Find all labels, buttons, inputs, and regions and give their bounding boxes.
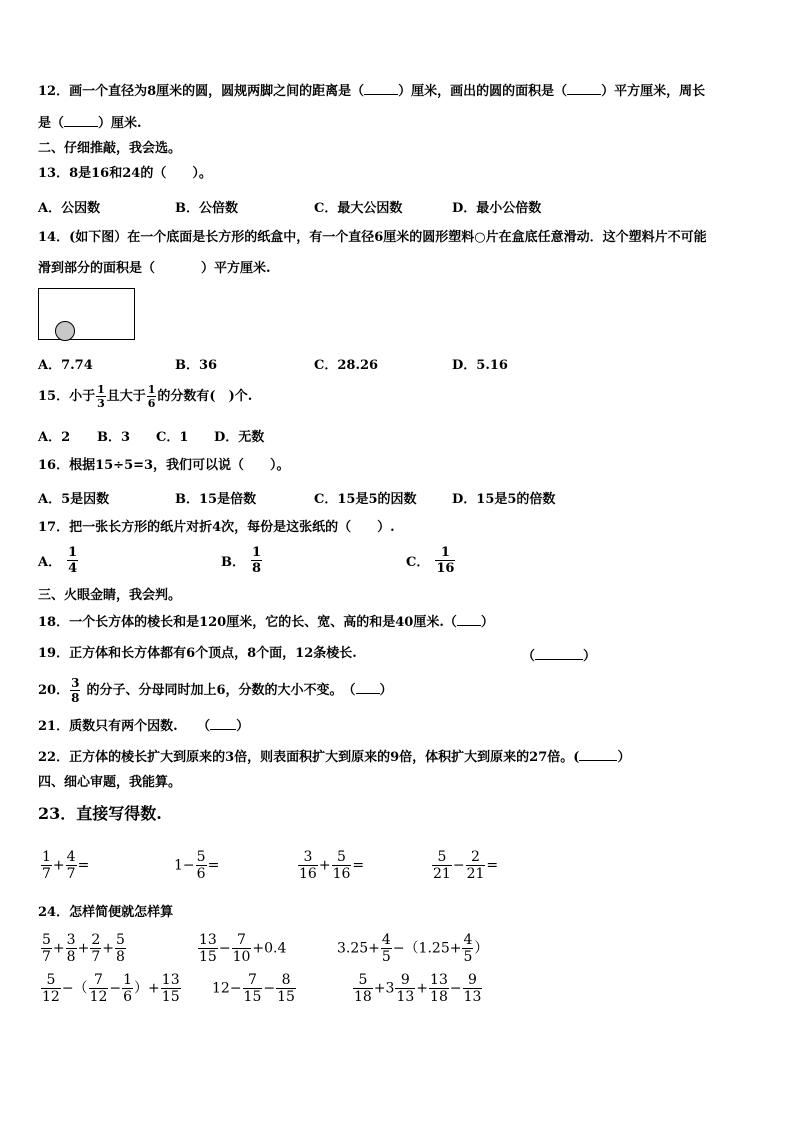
numerator: 1 bbox=[68, 545, 78, 560]
fraction bbox=[353, 973, 373, 1004]
operator: +0.4 bbox=[252, 940, 287, 957]
operator: − bbox=[449, 980, 462, 997]
q15-option-b[interactable]: B．3 bbox=[97, 430, 131, 445]
operator: ）+ bbox=[134, 980, 160, 997]
operator: −（1.25+ bbox=[392, 940, 462, 957]
answer-blank[interactable] bbox=[64, 114, 98, 127]
q13-option-d[interactable]: D．最小公倍数 bbox=[452, 201, 542, 216]
q17-option-b[interactable]: B． $\frac{1}{8}$ bbox=[221, 545, 262, 576]
fraction bbox=[41, 973, 61, 1004]
answer-blank[interactable] bbox=[356, 681, 380, 694]
fraction bbox=[41, 933, 52, 964]
fraction bbox=[395, 973, 415, 1004]
denominator: 18 bbox=[430, 989, 448, 1005]
operator: − bbox=[109, 980, 122, 997]
denominator: 10 bbox=[232, 949, 251, 965]
box-diagram bbox=[38, 288, 135, 340]
fraction bbox=[66, 933, 77, 964]
numerator: 2 bbox=[91, 932, 101, 948]
plastic-disc-icon bbox=[55, 321, 75, 341]
q17-option-a[interactable]: A． $\frac{1}{4}$ bbox=[38, 545, 78, 576]
q24-expression-2 bbox=[197, 933, 286, 964]
numerator: 9 bbox=[395, 973, 415, 989]
q23-expression-4 bbox=[431, 850, 498, 881]
denominator: 5 bbox=[381, 949, 391, 965]
numerator: 3 bbox=[298, 850, 318, 866]
q12-line2: 是（ ）厘米. bbox=[38, 116, 142, 131]
q23-expression-2 bbox=[174, 850, 219, 881]
operator: = bbox=[352, 857, 365, 874]
numerator: 1 bbox=[147, 383, 156, 396]
q24-expression-3 bbox=[337, 933, 488, 964]
numerator: 13 bbox=[199, 932, 217, 948]
q13-stem: 13．8是16和24的（ ）。 bbox=[38, 166, 212, 181]
q15-option-d[interactable]: D．无数 bbox=[214, 430, 265, 445]
numerator: 13 bbox=[430, 972, 448, 988]
denominator: 6 bbox=[123, 989, 133, 1005]
fraction bbox=[429, 973, 449, 1004]
operator: ） bbox=[474, 940, 489, 957]
denominator: 21 bbox=[433, 866, 451, 882]
fraction bbox=[298, 850, 318, 881]
denominator: 16 bbox=[299, 866, 317, 882]
answer-blank[interactable] bbox=[535, 647, 583, 660]
denominator: 15 bbox=[199, 949, 217, 965]
q23-stem: 23．直接写得数. bbox=[38, 804, 162, 823]
denominator: 5 bbox=[463, 949, 473, 965]
fraction bbox=[41, 850, 52, 881]
operator: 3.25+ bbox=[337, 940, 380, 957]
denominator: 13 bbox=[463, 989, 482, 1005]
fraction bbox=[332, 850, 352, 881]
numerator: 1 bbox=[42, 849, 51, 865]
section-heading-4: 四、细心审题，我能算。 bbox=[38, 775, 182, 790]
q14-option-b[interactable]: B．36 bbox=[175, 358, 218, 373]
numerator: 13 bbox=[161, 972, 180, 988]
q15-stem: 15．小于 $\frac{1}{3}$ 且大于 $\frac{1}{6}$ 的分数有( )个. bbox=[38, 383, 253, 410]
q14-option-d[interactable]: D．5.16 bbox=[452, 358, 508, 373]
fraction bbox=[232, 933, 252, 964]
denominator: 8 bbox=[71, 691, 80, 705]
numerator: 5 bbox=[196, 849, 206, 865]
q16-option-b[interactable]: B．15是倍数 bbox=[175, 492, 257, 507]
denominator: 18 bbox=[354, 989, 372, 1005]
numerator: 4 bbox=[463, 932, 473, 948]
operator: +3 bbox=[373, 980, 395, 997]
numerator: 5 bbox=[432, 850, 452, 866]
operator: + bbox=[102, 940, 114, 957]
numerator: 2 bbox=[466, 850, 486, 866]
fraction bbox=[251, 546, 262, 575]
fraction bbox=[70, 677, 80, 704]
operator: + bbox=[77, 940, 90, 957]
operator: − bbox=[218, 940, 231, 957]
q23-expression-1 bbox=[40, 850, 89, 881]
numerator: 7 bbox=[232, 933, 252, 949]
q17-option-c[interactable]: C． $\frac{1}{16}$ bbox=[406, 545, 455, 576]
q20: 20． $\frac{3}{8}$ 的分子、分母同时加上6，分数的大小不变。 （ ） bbox=[38, 676, 393, 705]
denominator: 21 bbox=[466, 866, 485, 882]
denominator: 12 bbox=[89, 989, 108, 1005]
numerator: 1 bbox=[123, 972, 133, 988]
denominator: 4 bbox=[68, 561, 78, 576]
q24-expression-6 bbox=[352, 973, 483, 1004]
q19-answer: （ ） bbox=[522, 649, 597, 664]
operator: + bbox=[52, 857, 65, 874]
q23-expression-3 bbox=[297, 850, 364, 881]
q22: 22．正方体的棱长扩大到原来的3倍，则表面积扩大到原来的9倍，体积扩大到原来的27倍。( ） bbox=[38, 750, 631, 765]
numerator: 3 bbox=[71, 676, 80, 690]
q21: 21．质数只有两个因数. （ ） bbox=[38, 719, 250, 734]
denominator: 12 bbox=[42, 989, 60, 1005]
operator: + bbox=[52, 940, 65, 957]
q15-option-c[interactable]: C．1 bbox=[156, 430, 189, 445]
operator: + bbox=[318, 857, 331, 874]
fraction bbox=[243, 973, 263, 1004]
q14-option-a[interactable]: A．7.74 bbox=[38, 358, 93, 373]
operator: + bbox=[416, 980, 429, 997]
numerator: 1 bbox=[252, 545, 262, 560]
denominator: 13 bbox=[396, 989, 415, 1005]
fraction bbox=[432, 850, 452, 881]
denominator: 15 bbox=[243, 989, 262, 1005]
numerator: 5 bbox=[353, 973, 373, 989]
denominator: 8 bbox=[66, 949, 76, 965]
fraction bbox=[435, 546, 455, 575]
q13-option-c[interactable]: C．最大公因数 bbox=[314, 201, 403, 216]
denominator: 7 bbox=[42, 949, 51, 965]
denominator: 8 bbox=[252, 561, 262, 576]
numerator: 4 bbox=[66, 849, 76, 865]
denominator: 7 bbox=[42, 866, 51, 882]
numerator: 4 bbox=[381, 932, 391, 948]
numerator: 1 bbox=[97, 383, 105, 396]
denominator: 7 bbox=[66, 866, 76, 882]
denominator: 15 bbox=[277, 989, 295, 1005]
numerator: 3 bbox=[66, 932, 76, 948]
q15-option-a[interactable]: A．2 bbox=[38, 430, 71, 445]
operator: 12− bbox=[212, 980, 242, 997]
fraction bbox=[90, 933, 101, 964]
fraction bbox=[147, 384, 157, 409]
q14-option-c[interactable]: C．28.26 bbox=[314, 358, 379, 373]
operator: = bbox=[207, 857, 220, 874]
denominator: 15 bbox=[161, 989, 180, 1005]
numerator: 5 bbox=[42, 932, 51, 948]
numerator: 9 bbox=[463, 973, 483, 989]
q13-option-b[interactable]: B．公倍数 bbox=[175, 201, 238, 216]
numerator: 8 bbox=[276, 973, 296, 989]
fraction bbox=[196, 850, 207, 881]
answer-blank[interactable] bbox=[210, 717, 236, 730]
numerator: 5 bbox=[332, 850, 352, 866]
fraction bbox=[96, 384, 106, 409]
operator: − bbox=[452, 857, 465, 874]
fraction bbox=[67, 546, 78, 575]
denominator: 6 bbox=[196, 866, 206, 882]
denominator: 16 bbox=[332, 866, 351, 882]
q13-option-a[interactable]: A．公因数 bbox=[38, 201, 101, 216]
answer-blank[interactable] bbox=[567, 82, 601, 95]
answer-blank[interactable] bbox=[457, 613, 481, 626]
denominator: 8 bbox=[115, 949, 125, 965]
fraction bbox=[122, 973, 133, 1004]
denominator: 7 bbox=[91, 949, 101, 965]
q14-line1: 14．(如下图）在一个底面是长方形的纸盒中，有一个直径6厘米的圆形塑料○片在盒底任意滑动．这个塑料片不可能 bbox=[38, 230, 707, 245]
q16-stem: 16．根据15÷5=3，我们可以说（ ）。 bbox=[38, 458, 290, 473]
q24-expression-1 bbox=[40, 933, 127, 964]
q24-expression-5 bbox=[212, 973, 297, 1004]
numerator: 7 bbox=[243, 973, 263, 989]
operator: − bbox=[263, 980, 276, 997]
q24-expression-4 bbox=[40, 973, 182, 1004]
fraction bbox=[66, 850, 77, 881]
numerator: 5 bbox=[115, 932, 125, 948]
numerator: 1 bbox=[435, 546, 455, 561]
numerator: 5 bbox=[41, 973, 61, 989]
q14-line2: 滑到部分的面积是（ ）平方厘米. bbox=[38, 261, 271, 276]
fraction bbox=[463, 973, 483, 1004]
fraction bbox=[161, 973, 181, 1004]
fraction bbox=[462, 933, 473, 964]
fraction bbox=[89, 973, 109, 1004]
q16-option-c[interactable]: C．15是5的因数 bbox=[314, 492, 417, 507]
answer-blank[interactable] bbox=[364, 82, 398, 95]
q16-option-d[interactable]: D．15是5的倍数 bbox=[452, 492, 556, 507]
numerator: 7 bbox=[89, 973, 109, 989]
operator: = bbox=[486, 857, 499, 874]
fraction bbox=[115, 933, 126, 964]
section-heading-2: 二、仔细推敲，我会选。 bbox=[38, 141, 182, 156]
fraction bbox=[381, 933, 392, 964]
fraction bbox=[466, 850, 486, 881]
denominator: 16 bbox=[436, 561, 455, 576]
operator: = bbox=[77, 857, 90, 874]
q17-stem: 17．把一张长方形的纸片对折4次，每份是这张纸的（ ）. bbox=[38, 520, 395, 535]
q16-option-a[interactable]: A．5是因数 bbox=[38, 492, 110, 507]
q19: 19．正方体和长方体都有6个顶点，8个面，12条棱长. bbox=[38, 646, 357, 661]
denominator: 3 bbox=[97, 397, 105, 410]
q12-line1: 12．画一个直径为8厘米的圆，圆规两脚之间的距离是（ ）厘米，画出的圆的面积是（ ）平方厘米，周长 bbox=[38, 84, 706, 99]
operator: −（ bbox=[61, 980, 88, 997]
q18: 18．一个长方体的棱长和是120厘米，它的长、宽、高的和是40厘米.（ ） bbox=[38, 615, 494, 630]
fraction bbox=[198, 933, 218, 964]
q24-stem: 24．怎样简便就怎样算 bbox=[38, 905, 174, 920]
section-heading-3: 三、火眼金睛，我会判。 bbox=[38, 588, 182, 603]
answer-blank[interactable] bbox=[579, 748, 617, 761]
operator: 1− bbox=[174, 857, 195, 874]
fraction bbox=[276, 973, 296, 1004]
denominator: 6 bbox=[147, 397, 156, 410]
